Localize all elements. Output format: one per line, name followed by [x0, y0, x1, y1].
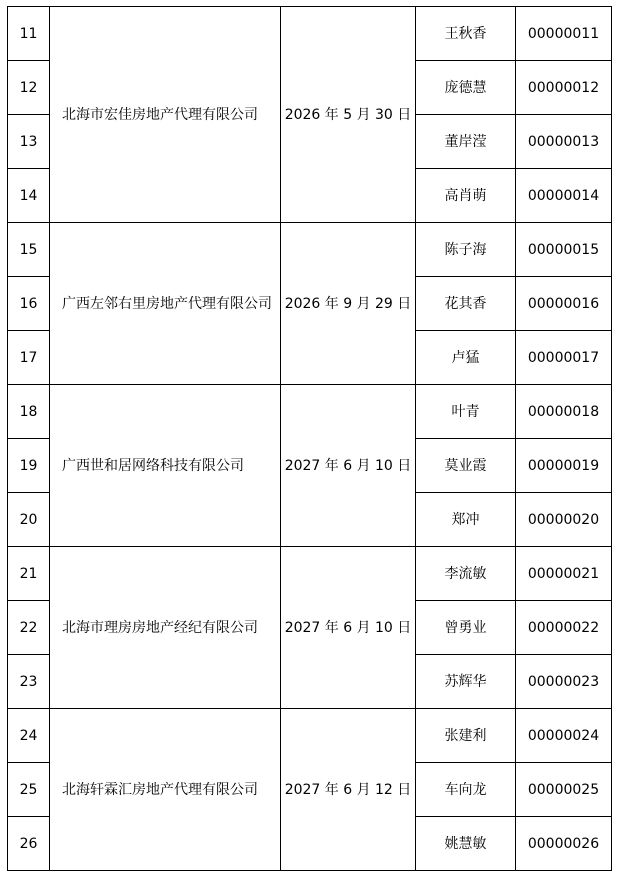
certificate-number: 00000024 — [516, 709, 612, 763]
agent-name: 花其香 — [416, 277, 516, 331]
certificate-number: 00000019 — [516, 439, 612, 493]
agent-name: 陈子海 — [416, 223, 516, 277]
row-number: 26 — [8, 817, 50, 871]
agent-name: 苏辉华 — [416, 655, 516, 709]
row-number: 15 — [8, 223, 50, 277]
certificate-number: 00000023 — [516, 655, 612, 709]
certificate-number: 00000013 — [516, 115, 612, 169]
certificate-number: 00000018 — [516, 385, 612, 439]
company-name: 广西左邻右里房地产代理有限公司 — [50, 223, 281, 385]
row-number: 14 — [8, 169, 50, 223]
row-number: 13 — [8, 115, 50, 169]
row-number: 23 — [8, 655, 50, 709]
row-number: 11 — [8, 7, 50, 61]
agent-name: 莫业霞 — [416, 439, 516, 493]
certificate-number: 00000011 — [516, 7, 612, 61]
table-row — [8, 7, 612, 61]
certificate-number: 00000026 — [516, 817, 612, 871]
certificate-number: 00000025 — [516, 763, 612, 817]
agent-name: 卢猛 — [416, 331, 516, 385]
agent-name: 车向龙 — [416, 763, 516, 817]
row-number: 19 — [8, 439, 50, 493]
agent-name: 李流敏 — [416, 547, 516, 601]
certificate-number: 00000022 — [516, 601, 612, 655]
company-name: 北海市理房房地产经纪有限公司 — [50, 547, 281, 709]
certificate-number: 00000016 — [516, 277, 612, 331]
table-row — [8, 709, 612, 763]
validity-date: 2027 年 6 月 12 日 — [281, 709, 416, 871]
table-row — [8, 385, 612, 439]
certificate-number: 00000020 — [516, 493, 612, 547]
agent-roster-table — [7, 6, 612, 871]
validity-date: 2026 年 9 月 29 日 — [281, 223, 416, 385]
table-row — [8, 223, 612, 277]
agent-name: 郑冲 — [416, 493, 516, 547]
agent-name: 王秋香 — [416, 7, 516, 61]
validity-date: 2026 年 5 月 30 日 — [281, 7, 416, 223]
agent-name: 叶青 — [416, 385, 516, 439]
certificate-number: 00000014 — [516, 169, 612, 223]
row-number: 17 — [8, 331, 50, 385]
row-number: 20 — [8, 493, 50, 547]
certificate-number: 00000021 — [516, 547, 612, 601]
agent-name: 庞德慧 — [416, 61, 516, 115]
agent-name: 董岸滢 — [416, 115, 516, 169]
row-number: 24 — [8, 709, 50, 763]
company-name: 广西世和居网络科技有限公司 — [50, 385, 281, 547]
agent-name: 曾勇业 — [416, 601, 516, 655]
row-number: 18 — [8, 385, 50, 439]
company-name: 北海轩霖汇房地产代理有限公司 — [50, 709, 281, 871]
row-number: 12 — [8, 61, 50, 115]
row-number: 16 — [8, 277, 50, 331]
agent-name: 高肖萌 — [416, 169, 516, 223]
row-number: 25 — [8, 763, 50, 817]
agent-name: 姚慧敏 — [416, 817, 516, 871]
validity-date: 2027 年 6 月 10 日 — [281, 547, 416, 709]
agent-name: 张建利 — [416, 709, 516, 763]
company-name: 北海市宏佳房地产代理有限公司 — [50, 7, 281, 223]
row-number: 22 — [8, 601, 50, 655]
certificate-number: 00000012 — [516, 61, 612, 115]
table-row — [8, 547, 612, 601]
validity-date: 2027 年 6 月 10 日 — [281, 385, 416, 547]
row-number: 21 — [8, 547, 50, 601]
certificate-number: 00000017 — [516, 331, 612, 385]
certificate-number: 00000015 — [516, 223, 612, 277]
